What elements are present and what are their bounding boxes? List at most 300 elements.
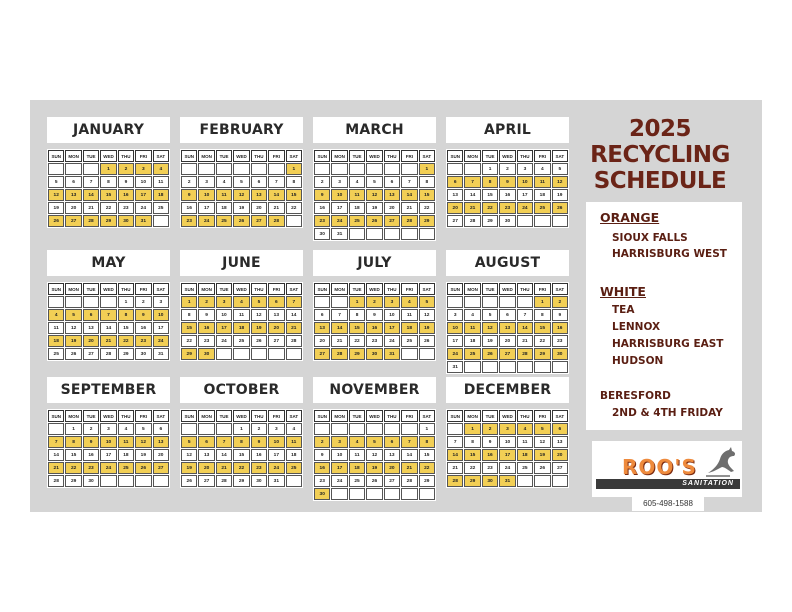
day-cell: 28 xyxy=(286,335,302,347)
day-cell: 4 xyxy=(349,176,365,188)
day-cell: 17 xyxy=(447,335,463,347)
empty-day-cell xyxy=(366,228,382,240)
day-cell: 7 xyxy=(447,436,463,448)
day-cell: 29 xyxy=(118,348,134,360)
day-cell: 10 xyxy=(384,309,400,321)
day-cell: 3 xyxy=(100,423,116,435)
pickup-day-cell: 22 xyxy=(65,462,81,474)
day-cell: 21 xyxy=(331,335,347,347)
day-cell: 6 xyxy=(153,423,169,435)
pickup-day-cell: 13 xyxy=(314,322,330,334)
day-cell: 14 xyxy=(401,449,417,461)
pickup-day-cell: 10 xyxy=(268,436,284,448)
pickup-day-cell: 23 xyxy=(135,335,151,347)
day-cell: 8 xyxy=(100,176,116,188)
pickup-day-cell: 30 xyxy=(198,348,214,360)
day-cell: 4 xyxy=(286,423,302,435)
empty-day-cell xyxy=(100,296,116,308)
pickup-day-cell: 3 xyxy=(216,296,232,308)
weekday-header: FRI xyxy=(534,150,550,162)
day-cell: 2 xyxy=(83,423,99,435)
day-cell: 31 xyxy=(268,475,284,487)
pickup-day-cell: 26 xyxy=(552,202,568,214)
day-cell: 23 xyxy=(482,462,498,474)
pickup-day-cell: 21 xyxy=(286,322,302,334)
pickup-day-cell: 13 xyxy=(499,322,515,334)
month-july xyxy=(313,250,436,361)
pickup-day-cell: 13 xyxy=(153,436,169,448)
pickup-day-cell: 12 xyxy=(135,436,151,448)
day-cell: 18 xyxy=(216,202,232,214)
day-cell: 6 xyxy=(314,309,330,321)
pickup-day-cell: 28 xyxy=(447,475,463,487)
pickup-day-cell: 1 xyxy=(100,163,116,175)
weekday-header: WED xyxy=(499,410,515,422)
day-cell: 28 xyxy=(100,348,116,360)
weekday-header: TUE xyxy=(349,150,365,162)
empty-day-cell xyxy=(48,296,64,308)
pickup-day-cell: 27 xyxy=(314,348,330,360)
month-grid xyxy=(313,409,436,501)
weekday-header: TUE xyxy=(83,283,99,295)
pickup-day-cell: 22 xyxy=(419,462,435,474)
day-cell: 22 xyxy=(464,462,480,474)
pickup-day-cell: 27 xyxy=(251,215,267,227)
logo-wordmark: ROO'S xyxy=(622,455,697,479)
pickup-day-cell: 5 xyxy=(419,296,435,308)
pickup-day-cell: 8 xyxy=(65,436,81,448)
weekday-header: TUE xyxy=(83,150,99,162)
day-cell: 8 xyxy=(534,309,550,321)
pickup-day-cell: 23 xyxy=(499,202,515,214)
pickup-day-cell: 29 xyxy=(419,215,435,227)
day-cell: 17 xyxy=(198,202,214,214)
pickup-day-cell: 20 xyxy=(198,462,214,474)
day-cell: 10 xyxy=(499,436,515,448)
pickup-day-cell: 24 xyxy=(198,215,214,227)
day-cell: 29 xyxy=(482,215,498,227)
month-november xyxy=(313,377,436,501)
weekday-header: FRI xyxy=(268,410,284,422)
pickup-day-cell: 1 xyxy=(419,163,435,175)
pickup-day-cell: 2 xyxy=(366,296,382,308)
day-cell: 9 xyxy=(118,176,134,188)
day-cell: 19 xyxy=(48,202,64,214)
weekday-header: THU xyxy=(517,150,533,162)
weekday-header: THU xyxy=(251,150,267,162)
day-cell: 3 xyxy=(153,296,169,308)
empty-day-cell xyxy=(331,296,347,308)
pickup-day-cell: 26 xyxy=(366,215,382,227)
day-cell: 17 xyxy=(100,449,116,461)
pickup-day-cell: 1 xyxy=(181,296,197,308)
empty-day-cell xyxy=(198,163,214,175)
schedule-title xyxy=(560,116,760,194)
pickup-day-cell: 9 xyxy=(314,189,330,201)
weekday-header: SAT xyxy=(552,150,568,162)
pickup-day-cell: 1 xyxy=(286,163,302,175)
pickup-day-cell: 7 xyxy=(401,436,417,448)
day-cell: 18 xyxy=(118,449,134,461)
pickup-day-cell: 14 xyxy=(401,189,417,201)
day-cell: 8 xyxy=(181,309,197,321)
pickup-day-cell: 30 xyxy=(366,348,382,360)
empty-day-cell xyxy=(100,475,116,487)
weekday-header: FRI xyxy=(534,283,550,295)
white-item: LENNOX xyxy=(612,321,661,333)
day-cell: 29 xyxy=(233,475,249,487)
pickup-day-cell: 11 xyxy=(216,189,232,201)
day-cell: 28 xyxy=(464,215,480,227)
pickup-day-cell: 17 xyxy=(216,322,232,334)
weekday-header: MON xyxy=(65,410,81,422)
day-cell: 5 xyxy=(482,309,498,321)
pickup-day-cell: 1 xyxy=(534,296,550,308)
pickup-day-cell: 24 xyxy=(447,348,463,360)
weekday-header: WED xyxy=(233,410,249,422)
pickup-day-cell: 3 xyxy=(331,436,347,448)
day-cell: 27 xyxy=(268,335,284,347)
pickup-day-cell: 20 xyxy=(384,462,400,474)
pickup-day-cell: 30 xyxy=(552,348,568,360)
pickup-day-cell: 15 xyxy=(100,189,116,201)
pickup-day-cell: 10 xyxy=(153,309,169,321)
weekday-header: FRI xyxy=(534,410,550,422)
pickup-day-cell: 26 xyxy=(233,215,249,227)
weekday-header: THU xyxy=(517,410,533,422)
pickup-day-cell: 31 xyxy=(499,475,515,487)
month-april xyxy=(446,117,569,228)
day-cell: 12 xyxy=(419,309,435,321)
pickup-day-cell: 17 xyxy=(135,189,151,201)
pickup-day-cell: 13 xyxy=(65,189,81,201)
pickup-day-cell: 14 xyxy=(331,322,347,334)
pickup-day-cell: 19 xyxy=(419,322,435,334)
month-grid xyxy=(180,282,303,361)
pickup-day-cell: 4 xyxy=(349,436,365,448)
pickup-day-cell: 21 xyxy=(48,462,64,474)
pickup-day-cell: 24 xyxy=(100,462,116,474)
pickup-day-cell: 16 xyxy=(366,322,382,334)
day-cell: 2 xyxy=(499,163,515,175)
weekday-header: SUN xyxy=(447,283,463,295)
pickup-day-cell: 8 xyxy=(233,436,249,448)
pickup-day-cell: 22 xyxy=(482,202,498,214)
day-cell: 6 xyxy=(384,176,400,188)
day-cell: 20 xyxy=(314,335,330,347)
month-title: NOVEMBER xyxy=(313,377,436,403)
pickup-day-cell: 11 xyxy=(349,189,365,201)
weekday-header: SUN xyxy=(314,283,330,295)
month-grid xyxy=(47,282,170,361)
weekday-header: WED xyxy=(366,150,382,162)
empty-day-cell xyxy=(552,361,568,373)
day-cell: 11 xyxy=(233,309,249,321)
day-cell: 26 xyxy=(65,348,81,360)
empty-day-cell xyxy=(517,296,533,308)
pickup-day-cell: 21 xyxy=(401,462,417,474)
day-cell: 23 xyxy=(314,475,330,487)
pickup-day-cell: 28 xyxy=(517,348,533,360)
day-cell: 16 xyxy=(314,202,330,214)
pickup-day-cell: 1 xyxy=(464,423,480,435)
day-cell: 6 xyxy=(499,309,515,321)
empty-day-cell xyxy=(118,475,134,487)
day-cell: 22 xyxy=(181,335,197,347)
pickup-day-cell: 15 xyxy=(464,449,480,461)
empty-day-cell xyxy=(65,163,81,175)
pickup-day-cell: 10 xyxy=(517,176,533,188)
day-cell: 26 xyxy=(534,462,550,474)
pickup-day-cell: 21 xyxy=(100,335,116,347)
orange-heading: ORANGE xyxy=(600,210,660,225)
day-cell: 1 xyxy=(419,423,435,435)
empty-day-cell xyxy=(181,423,197,435)
day-cell: 28 xyxy=(216,475,232,487)
weekday-header: THU xyxy=(118,410,134,422)
day-cell: 25 xyxy=(517,462,533,474)
day-cell: 30 xyxy=(83,475,99,487)
month-grid xyxy=(446,149,569,228)
day-cell: 12 xyxy=(534,436,550,448)
pickup-day-cell: 5 xyxy=(181,436,197,448)
day-cell: 22 xyxy=(100,202,116,214)
pickup-day-cell: 22 xyxy=(118,335,134,347)
empty-day-cell xyxy=(331,488,347,500)
pickup-day-cell: 30 xyxy=(482,475,498,487)
pickup-day-cell: 6 xyxy=(552,423,568,435)
pickup-day-cell: 7 xyxy=(286,296,302,308)
weekday-header: SUN xyxy=(447,410,463,422)
pickup-day-cell: 16 xyxy=(198,322,214,334)
day-cell: 13 xyxy=(198,449,214,461)
pickup-day-cell: 6 xyxy=(384,436,400,448)
pickup-day-cell: 25 xyxy=(534,202,550,214)
day-cell: 24 xyxy=(499,462,515,474)
pickup-day-cell: 20 xyxy=(268,322,284,334)
empty-day-cell xyxy=(366,163,382,175)
day-cell: 15 xyxy=(65,449,81,461)
empty-day-cell xyxy=(314,163,330,175)
day-cell: 21 xyxy=(401,202,417,214)
weekday-header: SUN xyxy=(48,283,64,295)
company-logo xyxy=(592,441,742,497)
month-grid xyxy=(180,409,303,488)
day-cell: 11 xyxy=(153,176,169,188)
pickup-day-cell: 15 xyxy=(349,322,365,334)
pickup-day-cell: 24 xyxy=(153,335,169,347)
pickup-day-cell: 5 xyxy=(251,296,267,308)
empty-day-cell xyxy=(198,423,214,435)
day-cell: 20 xyxy=(65,202,81,214)
empty-day-cell xyxy=(48,163,64,175)
month-grid xyxy=(446,409,569,488)
day-cell: 9 xyxy=(366,309,382,321)
title-year: 2025 xyxy=(628,116,691,142)
pickup-day-cell: 30 xyxy=(118,215,134,227)
pickup-day-cell: 11 xyxy=(464,322,480,334)
pickup-day-cell: 7 xyxy=(100,309,116,321)
pickup-day-cell: 23 xyxy=(83,462,99,474)
empty-day-cell xyxy=(419,488,435,500)
day-cell: 16 xyxy=(499,189,515,201)
day-cell: 7 xyxy=(268,176,284,188)
empty-day-cell xyxy=(135,475,151,487)
day-cell: 20 xyxy=(384,202,400,214)
day-cell: 11 xyxy=(401,309,417,321)
pickup-day-cell: 7 xyxy=(216,436,232,448)
day-cell: 21 xyxy=(268,202,284,214)
empty-day-cell xyxy=(331,163,347,175)
day-cell: 11 xyxy=(349,449,365,461)
pickup-day-cell: 23 xyxy=(251,462,267,474)
pickup-day-cell: 25 xyxy=(349,215,365,227)
weekday-header: MON xyxy=(331,410,347,422)
pickup-day-cell: 14 xyxy=(517,322,533,334)
pickup-day-cell: 3 xyxy=(384,296,400,308)
pickup-day-cell: 10 xyxy=(447,322,463,334)
weekday-header: SUN xyxy=(181,410,197,422)
weekday-header: MON xyxy=(464,150,480,162)
beresford-label: BERESFORD xyxy=(600,390,671,402)
empty-day-cell xyxy=(153,215,169,227)
empty-day-cell xyxy=(401,228,417,240)
pickup-day-cell: 16 xyxy=(314,462,330,474)
day-cell: 19 xyxy=(366,202,382,214)
orange-item: SIOUX FALLS xyxy=(612,232,688,244)
day-cell: 13 xyxy=(268,309,284,321)
day-cell: 11 xyxy=(517,436,533,448)
weekday-header: THU xyxy=(517,283,533,295)
month-grid xyxy=(313,149,436,241)
empty-day-cell xyxy=(401,488,417,500)
day-cell: 18 xyxy=(349,202,365,214)
empty-day-cell xyxy=(499,361,515,373)
day-cell: 28 xyxy=(401,475,417,487)
pickup-day-cell: 9 xyxy=(251,436,267,448)
weekday-header: THU xyxy=(384,150,400,162)
weekday-header: FRI xyxy=(268,150,284,162)
month-title: SEPTEMBER xyxy=(47,377,170,403)
empty-day-cell xyxy=(314,296,330,308)
empty-day-cell xyxy=(464,361,480,373)
weekday-header: TUE xyxy=(482,150,498,162)
empty-day-cell xyxy=(384,488,400,500)
month-title: DECEMBER xyxy=(446,377,569,403)
weekday-header: SUN xyxy=(48,410,64,422)
day-cell: 12 xyxy=(65,322,81,334)
day-cell: 6 xyxy=(251,176,267,188)
day-cell: 30 xyxy=(251,475,267,487)
day-cell: 4 xyxy=(216,176,232,188)
day-cell: 14 xyxy=(48,449,64,461)
pickup-day-cell: 14 xyxy=(83,189,99,201)
white-item: HUDSON xyxy=(612,355,664,367)
weekday-header: MON xyxy=(331,150,347,162)
weekday-header: SAT xyxy=(419,150,435,162)
pickup-day-cell: 15 xyxy=(286,189,302,201)
weekday-header: FRI xyxy=(135,150,151,162)
pickup-day-cell: 21 xyxy=(464,202,480,214)
weekday-header: WED xyxy=(233,150,249,162)
day-cell: 13 xyxy=(447,189,463,201)
day-cell: 22 xyxy=(349,335,365,347)
day-cell: 1 xyxy=(118,296,134,308)
pickup-day-cell: 18 xyxy=(517,449,533,461)
weekday-header: WED xyxy=(366,283,382,295)
day-cell: 31 xyxy=(447,361,463,373)
empty-day-cell xyxy=(349,228,365,240)
day-cell: 26 xyxy=(419,335,435,347)
pickup-day-cell: 17 xyxy=(384,322,400,334)
day-cell: 19 xyxy=(552,189,568,201)
empty-day-cell xyxy=(447,163,463,175)
day-cell: 16 xyxy=(135,322,151,334)
day-cell: 22 xyxy=(286,202,302,214)
pickup-day-cell: 24 xyxy=(268,462,284,474)
weekday-header: WED xyxy=(100,150,116,162)
weekday-header: MON xyxy=(198,410,214,422)
day-cell: 20 xyxy=(499,335,515,347)
day-cell: 3 xyxy=(517,163,533,175)
pickup-day-cell: 14 xyxy=(447,449,463,461)
pickup-day-cell: 20 xyxy=(552,449,568,461)
day-cell: 9 xyxy=(482,436,498,448)
month-october xyxy=(180,377,303,488)
weekday-header: SAT xyxy=(552,283,568,295)
empty-day-cell xyxy=(286,215,302,227)
month-december xyxy=(446,377,569,488)
title-line-schedule: SCHEDULE xyxy=(593,168,727,194)
day-cell: 8 xyxy=(464,436,480,448)
day-cell: 3 xyxy=(447,309,463,321)
day-cell: 5 xyxy=(135,423,151,435)
pickup-day-cell: 13 xyxy=(384,189,400,201)
empty-day-cell xyxy=(447,423,463,435)
pickup-day-cell: 29 xyxy=(349,348,365,360)
pickup-day-cell: 12 xyxy=(552,176,568,188)
empty-day-cell xyxy=(464,296,480,308)
day-cell: 18 xyxy=(534,189,550,201)
pickup-day-cell: 27 xyxy=(384,215,400,227)
day-cell: 25 xyxy=(349,475,365,487)
pickup-day-cell: 29 xyxy=(534,348,550,360)
pickup-day-cell: 9 xyxy=(83,436,99,448)
day-cell: 17 xyxy=(268,449,284,461)
month-title: AUGUST xyxy=(446,250,569,276)
day-cell: 13 xyxy=(384,449,400,461)
day-cell: 16 xyxy=(83,449,99,461)
empty-day-cell xyxy=(286,348,302,360)
day-cell: 24 xyxy=(216,335,232,347)
pickup-day-cell: 6 xyxy=(83,309,99,321)
day-cell: 22 xyxy=(534,335,550,347)
pickup-day-cell: 22 xyxy=(233,462,249,474)
day-cell: 31 xyxy=(153,348,169,360)
empty-day-cell xyxy=(384,423,400,435)
weekday-header: MON xyxy=(464,283,480,295)
day-cell: 17 xyxy=(517,189,533,201)
empty-day-cell xyxy=(153,475,169,487)
pickup-day-cell: 24 xyxy=(331,215,347,227)
weekday-header: SAT xyxy=(286,283,302,295)
pickup-day-cell: 9 xyxy=(135,309,151,321)
route-legend xyxy=(586,202,742,430)
phone-number: 605-498-1588 xyxy=(632,497,704,511)
empty-day-cell xyxy=(366,488,382,500)
day-cell: 25 xyxy=(401,335,417,347)
pickup-day-cell: 15 xyxy=(419,189,435,201)
